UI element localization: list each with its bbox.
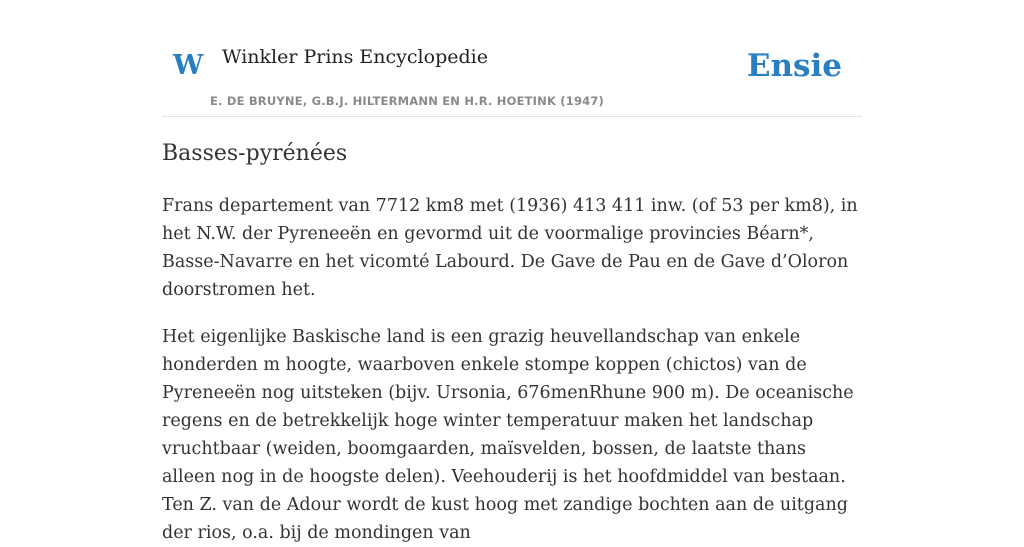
article-paragraph: Het eigenlijke Baskische land is een grazig heuvellandschap van enkele honderden m hoogte, waarboven enkele stompe koppen (chictos) van de Pyreneeën nog uitsteken (bijv. Ursonia, 676menRhune 900 m). De oceanische regens en de betrekkelijk hoge winter temperatuur maken het landschap vruchtbaar (weiden, boomgaarden, maïsvelden, bossen, de laatste thans alleen nog in de hoogste delen). Veehouderij is het hoofdmiddel van bestaan. Ten Z. van de Adour wordt de kust hoog met zandige bochten aan de uitgang der rios, o.a. bij de mondingen van (162, 327, 854, 543)
article-title: Basses-pyrénées (162, 141, 348, 166)
source-title-link[interactable]: Winkler Prins Encyclopedie (222, 46, 488, 68)
article-paragraph: Frans departement van 7712 km8 met (1936) 413 411 inw. (of 53 per km8), in het N.W. der Pyreneeën en gevormd uit de voormalige provincies Béarn*, Basse-Navarre en het vicomté Labourd. De Gave de Pau en de Gave d’Oloron doorstromen het. (162, 196, 858, 300)
source-logo-icon[interactable]: W (173, 50, 204, 81)
source-header (162, 0, 862, 117)
ensie-logo[interactable]: Ensie (746, 48, 842, 84)
article-body (162, 138, 862, 547)
source-authors: E. DE BRUYNE, G.B.J. HILTERMANN EN H.R. HOETINK (1947) (210, 94, 605, 108)
